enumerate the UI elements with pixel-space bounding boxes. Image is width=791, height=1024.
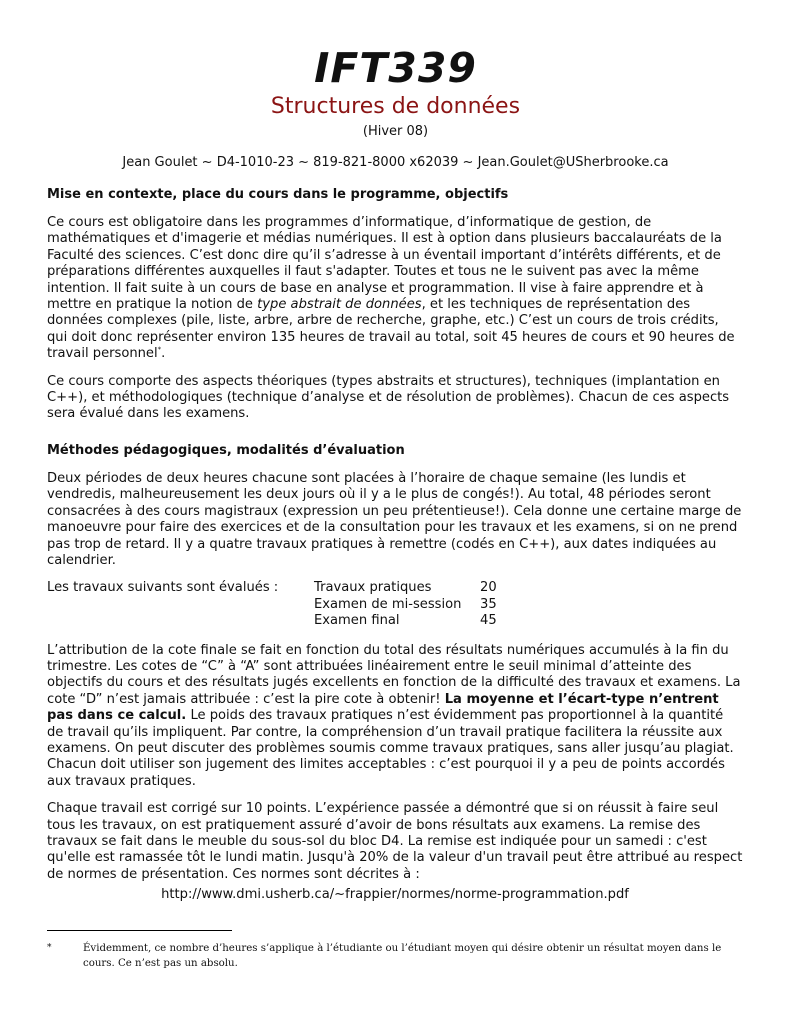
footnote <box>47 941 743 971</box>
bold-statement: La moyenne et l’écart-type n’entrent pas dans ce calcul. <box>47 691 719 724</box>
footnote-mark: * <box>47 943 52 953</box>
evaluation-item-points: 20 <box>480 580 497 596</box>
footnote-text: Évidemment, ce nombre d’heures s’applique à l’étudiante ou l’étudiant moyen qui désire obtenir un résultat moyen dans le cours. Ce n’est pas un absolu. <box>83 943 722 969</box>
paragraph-methods-2 <box>47 643 743 791</box>
evaluation-breakdown <box>47 580 743 629</box>
text-run: , et les techniques de représentation des données complexes (pile, liste, arbre, arbre de recherche, graphe, etc.) C’est un cours de trois crédits, qui doit donc représenter environ 135 heures de travail au total, soit 45 heures de cours et 90 heures de travail personnel <box>47 297 735 362</box>
section-heading-context: Mise en contexte, place du cours dans le programme, objectifs <box>47 187 509 202</box>
course-code-title: IFT339 <box>314 44 477 92</box>
paragraph-methods-1: Deux périodes de deux heures chacune sont placées à l’horaire de chaque semaine (les lundis et vendredis, malheureusement les deux jours où il y a le plus de congés!). Au total, 48 périodes seront consacrées à des cours magistraux (expression un peu prétentieuse!). Cela donne une certaine marge de manoeuvre pour faire des exercices et de la consultation pour les travaux et les examens, si on ne prend pas trop de retard. Il y a quatre travaux pratiques à remettre (codés en C++), aux dates indiquées au calendrier. <box>47 470 742 568</box>
evaluation-item-points: 45 <box>480 613 497 629</box>
text-run: . <box>161 346 166 362</box>
footnote-reference[interactable]: * <box>157 345 162 354</box>
norms-link[interactable]: http://www.dmi.usherb.ca/~frappier/normes/norme-programmation.pdf <box>161 887 629 903</box>
paragraph-methods-3: Chaque travail est corrigé sur 10 points. L’expérience passée a démontré que si on réussit à faire seul tous les travaux, on est pratiquement assuré d’avoir de bons résultats aux examens. La remise des travaux se fait dans le meuble du sous-sol du bloc D4. La remise est indiquée pour un samedi : c'est qu'elle est ramassée tôt le lundi matin. Jusqu'à 20% de la valeur d'un travail peut être attribué au respect de normes de présentation. Ces normes sont décrites à : <box>47 801 743 882</box>
evaluation-item-points: 35 <box>480 596 497 612</box>
footnote-divider <box>47 930 232 931</box>
paragraph-context-2: Ce cours comporte des aspects théoriques (types abstraits et structures), techniques (implantation en C++), et méthodologiques (technique d’analyse et de résolution de problèmes). Chacun de ces aspects sera évalué dans les examens. <box>47 373 730 422</box>
paragraph-context-1 <box>47 215 743 363</box>
evaluation-item-name: Examen de mi-session <box>314 596 462 612</box>
emphasis-abstract-type: type abstrait de données <box>257 297 422 313</box>
evaluation-item-name: Examen final <box>314 613 400 629</box>
text-run: L’attribution de la cote finale se fait en fonction du total des résultats numériques accumulés à la fin du trimestre. Les cotes de “C” à “A” sont attribuées linéairement entre le seuil minimal d’atteinte des objectifs du cours et des résultats jugés excellents en fonction de la difficulté des travaux et examens. La cote “D” n’est jamais attribuée : c’est la pire cote à obtenir! <box>47 642 741 707</box>
section-heading-methods: Méthodes pédagogiques, modalités d’évaluation <box>47 442 405 458</box>
evaluation-item-name: Travaux pratiques <box>314 580 432 596</box>
term-label: (Hiver 08) <box>362 124 429 139</box>
evaluation-label: Les travaux suivants sont évalués : <box>47 580 279 596</box>
course-subtitle: Structures de données <box>270 94 521 119</box>
text-run: Ce cours est obligatoire dans les programmes d’informatique, d’informatique de gestion, de mathématiques et d'imagerie et médias numériques. Il est à option dans plusieurs baccalauréats de la Faculté des sciences. C’est donc dire qu’il s’adresse à un éventail important d’intérêts différents, et de préparations différentes auxquelles il faut s'adapter. Toutes et tous ne le suivent pas avec la même intention. Il fait suite à un cours de base en analyse et programmation. Il vise à faire apprendre et à mettre en pratique la notion de <box>47 215 722 313</box>
document-body <box>47 186 743 904</box>
instructor-contact: Jean Goulet ~ D4-1010-23 ~ 819-821-8000 x62039 ~ Jean.Goulet@USherbrooke.ca <box>122 155 669 170</box>
text-run: Le poids des travaux pratiques n’est évidemment pas proportionnel à la quantité de travail qu’ils impliquent. Par contre, la compréhension d’un travail pratique facilitera la réussite aux examens. On peut discuter des problèmes soumis comme travaux pratiques, sans aller jusqu’au plagiat. Chacun doit utiliser son jugement des limites acceptables : c’est pourquoi il y a peu de points accordés aux travaux pratiques. <box>47 708 734 789</box>
evaluation-table <box>314 580 510 629</box>
